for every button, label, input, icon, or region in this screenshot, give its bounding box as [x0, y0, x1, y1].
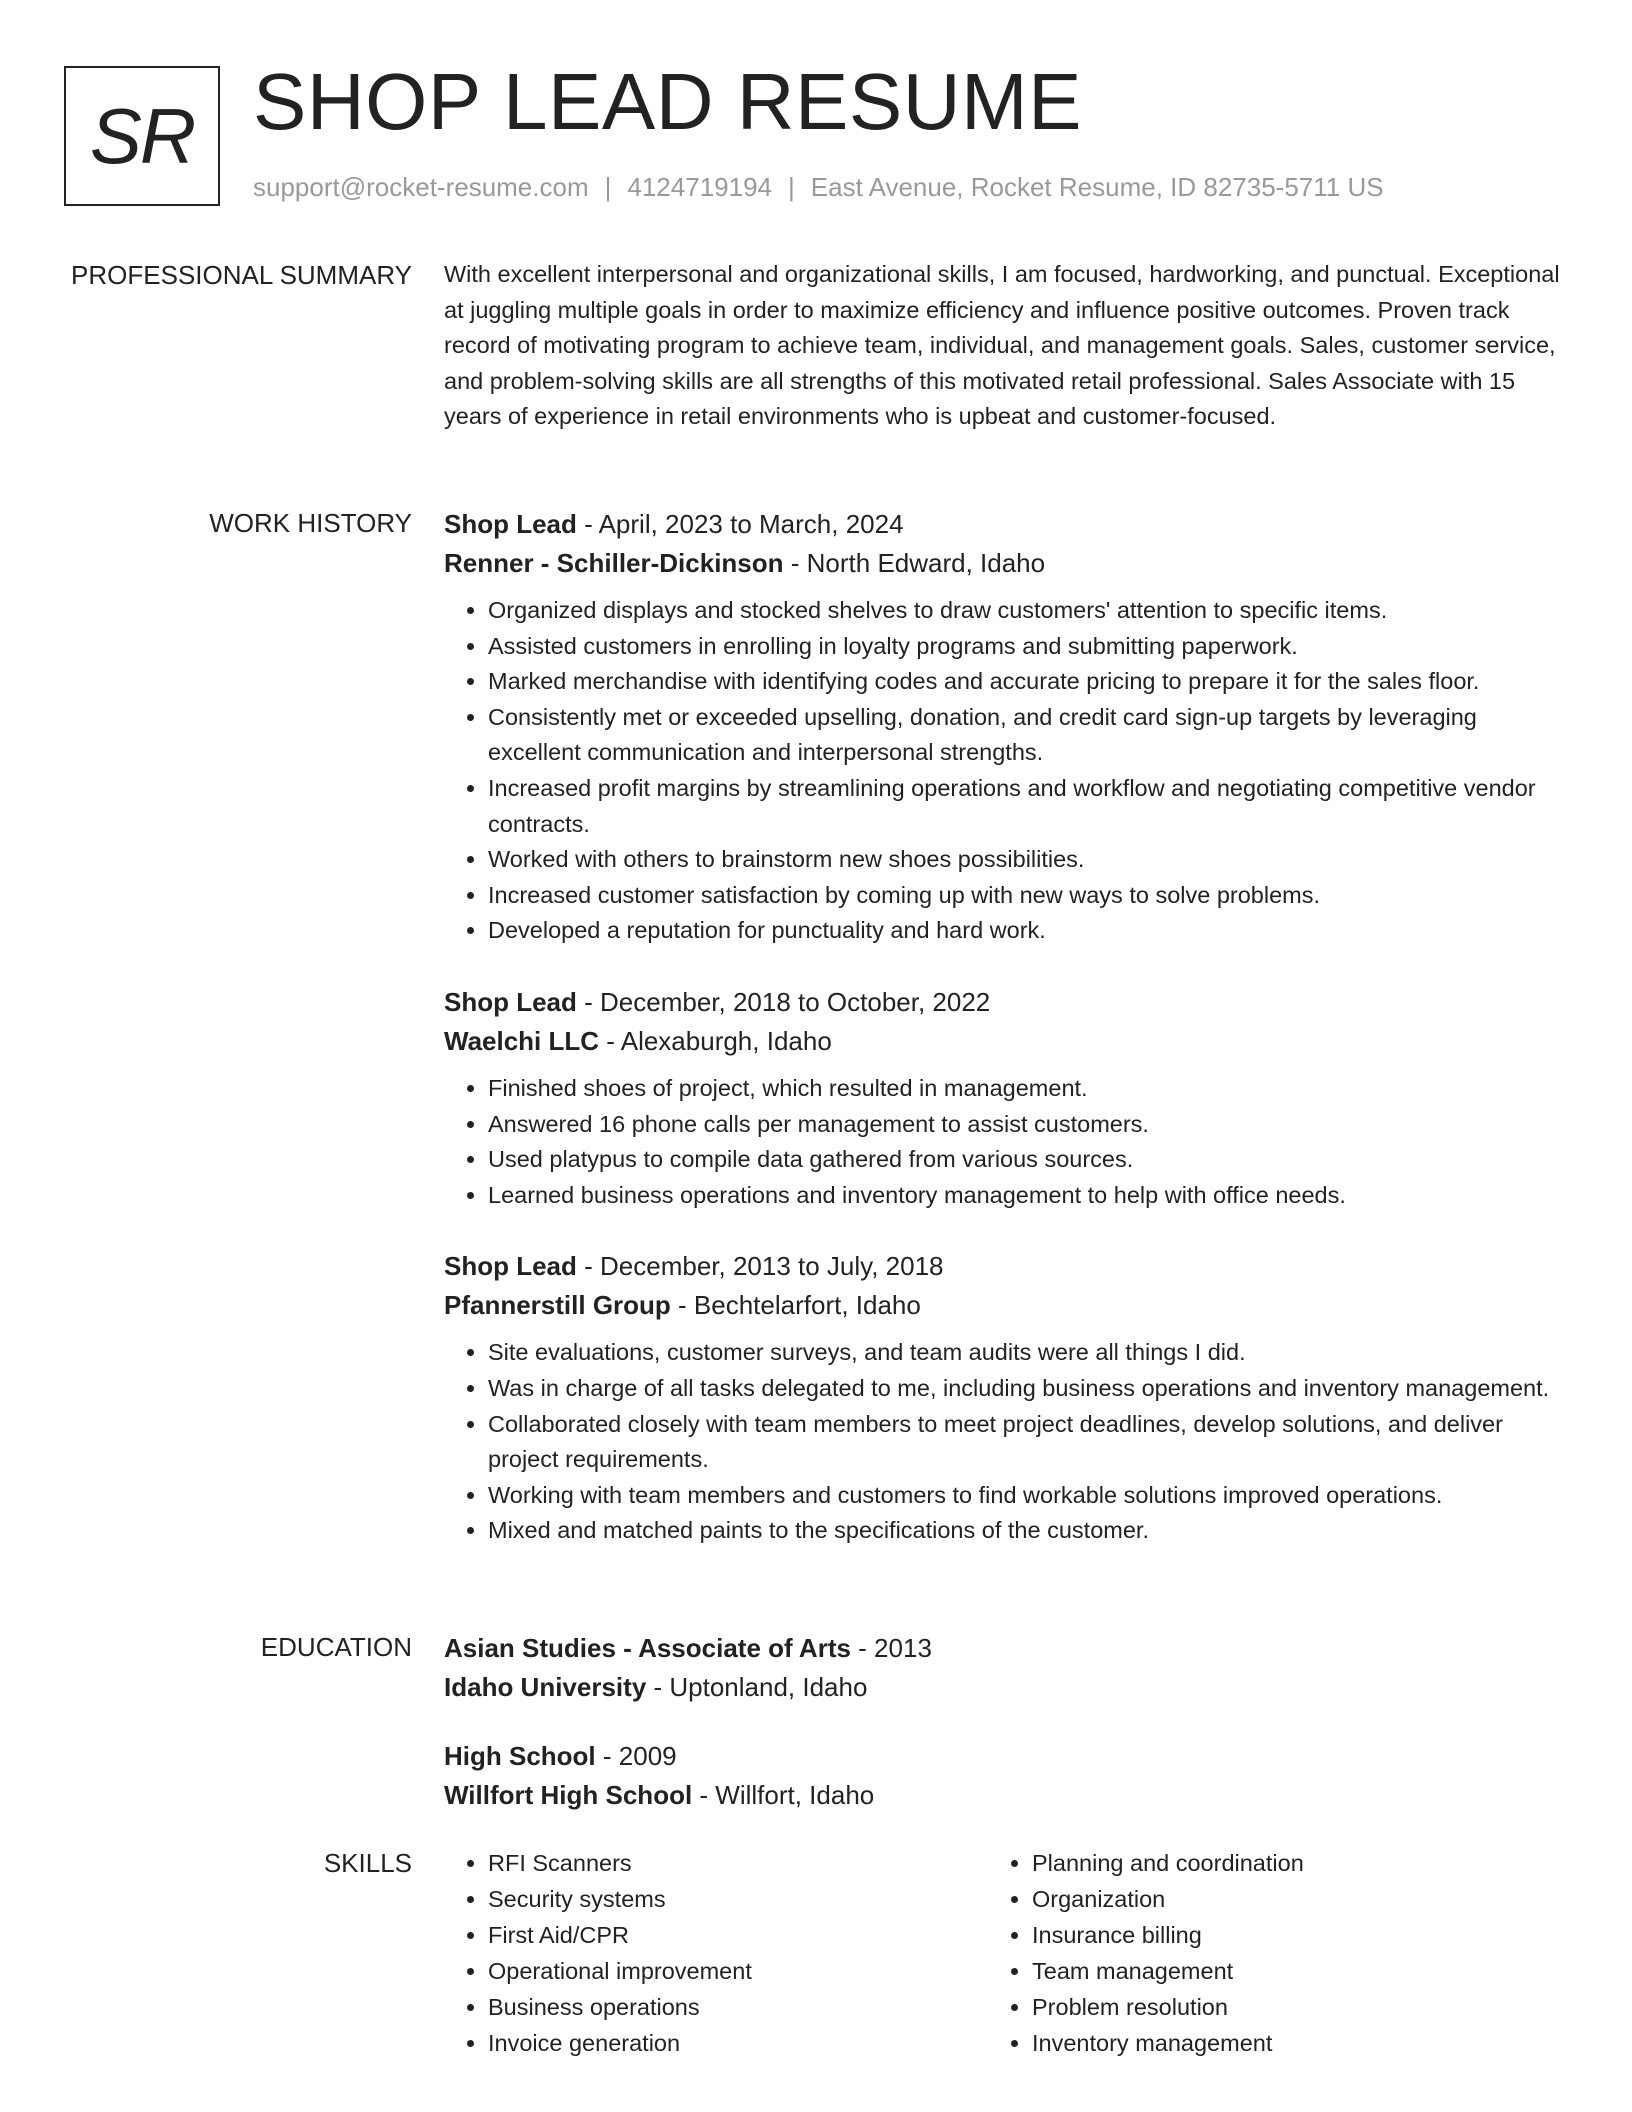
education-degree-line — [444, 1629, 1564, 1668]
job-bullet: • Marked merchandise with identifying codes and accurate pricing to prepare it for the sales floor. — [488, 664, 1564, 700]
skill-item: • Business operations — [488, 1989, 988, 2025]
job-bullet: • Finished shoes of project, which resulted in management. — [488, 1071, 1564, 1107]
job-bullets — [444, 1071, 1564, 1213]
contact-email: support@rocket-resume.com — [253, 172, 589, 202]
summary-text: With excellent interpersonal and organizational skills, I am focused, hardworking, and punctual. Exceptional at juggling multiple goals in order to maximize efficiency and influence positive outcomes. Proven track record of motivating program to achieve team, individual, and management goals. Sales, customer service, and problem-solving skills are all strengths of this motivated retail professional. Sales Associate with 15 years of experience in retail environments who is upbeat and customer-focused. — [444, 261, 1560, 430]
skills-body — [444, 1845, 1564, 2061]
skill-item: • Operational improvement — [488, 1953, 988, 1989]
section-label-work-history: WORK HISTORY — [209, 508, 412, 538]
education-entry — [444, 1629, 1564, 1707]
work-history-body — [444, 505, 1564, 1583]
skill-item: • Organization — [1032, 1881, 1532, 1917]
job-bullet: • Worked with others to brainstorm new shoes possibilities. — [488, 842, 1564, 878]
job-title-line — [444, 1247, 1564, 1286]
job-bullet: • Answered 16 phone calls per management to assist customers. — [488, 1107, 1564, 1143]
job-bullets — [444, 1335, 1564, 1549]
job-location: - Alexaburgh, Idaho — [599, 1025, 832, 1056]
job-entry — [444, 1247, 1564, 1549]
job-bullet: • Mixed and matched paints to the specifications of the customer. — [488, 1513, 1564, 1549]
resume-title: SHOP LEAD RESUME — [253, 57, 1082, 146]
education-degree: High School — [444, 1741, 596, 1771]
job-bullet: • Increased customer satisfaction by coming up with new ways to solve problems. — [488, 878, 1564, 914]
job-bullet: • Developed a reputation for punctuality and hard work. — [488, 913, 1564, 949]
skill-item: • Invoice generation — [488, 2025, 988, 2061]
job-title: Shop Lead — [444, 986, 577, 1017]
job-location: - Bechtelarfort, Idaho — [670, 1290, 921, 1321]
job-bullets — [444, 593, 1564, 949]
job-bullet: • Used platypus to compile data gathered from various sources. — [488, 1142, 1564, 1178]
skill-item: • RFI Scanners — [488, 1845, 988, 1881]
skill-item: • Insurance billing — [1032, 1917, 1532, 1953]
education-year: - 2013 — [850, 1633, 932, 1663]
education-degree-line — [444, 1737, 1564, 1776]
job-bullet: • Working with team members and customers to find workable solutions improved operations. — [488, 1478, 1564, 1514]
job-bullet: • Consistently met or exceeded upselling, donation, and credit card sign-up targets by leveraging excellent communication and interpersonal strengths. — [488, 700, 1564, 771]
education-year: - 2009 — [595, 1741, 677, 1771]
education-school-line — [444, 1668, 1564, 1707]
skill-item: • First Aid/CPR — [488, 1917, 988, 1953]
job-entry — [444, 505, 1564, 949]
contact-address: East Avenue, Rocket Resume, ID 82735-5711 US — [810, 172, 1384, 202]
job-dates: - December, 2018 to October, 2022 — [576, 986, 991, 1017]
job-title: Shop Lead — [444, 1251, 577, 1282]
job-location: - North Edward, Idaho — [783, 548, 1046, 578]
job-dates: - December, 2013 to July, 2018 — [576, 1251, 944, 1282]
job-company: Pfannerstill Group — [444, 1290, 671, 1321]
job-bullet: • Increased profit margins by streamlining operations and workflow and negotiating competitive vendor contracts. — [488, 771, 1564, 842]
section-label-education: EDUCATION — [260, 1632, 412, 1662]
skills-list-right — [988, 1845, 1532, 2061]
education-entry — [444, 1737, 1564, 1815]
skill-item: • Problem resolution — [1032, 1989, 1532, 2025]
job-dates: - April, 2023 to March, 2024 — [576, 509, 904, 539]
job-company: Renner - Schiller-Dickinson — [444, 548, 784, 578]
contact-phone: 4124719194 — [627, 172, 772, 202]
skill-item: • Team management — [1032, 1953, 1532, 1989]
education-school: Idaho University — [444, 1672, 647, 1702]
skill-item: • Inventory management — [1032, 2025, 1532, 2061]
job-bullet: • Learned business operations and inventory management to help with office needs. — [488, 1178, 1564, 1214]
education-location: - Willfort, Idaho — [692, 1780, 875, 1810]
contact-separator: | — [604, 172, 612, 202]
job-company-line — [444, 544, 1564, 583]
skill-item: • Security systems — [488, 1881, 988, 1917]
job-title: Shop Lead — [444, 509, 577, 539]
job-bullet: • Was in charge of all tasks delegated to me, including business operations and inventory management. — [488, 1371, 1564, 1407]
section-label-skills: SKILLS — [323, 1848, 412, 1878]
job-entry — [444, 983, 1564, 1213]
section-label-summary: PROFESSIONAL SUMMARY — [71, 260, 412, 290]
contact-line — [253, 172, 1384, 203]
job-bullet: • Collaborated closely with team members to meet project deadlines, develop solutions, and deliver project requirements. — [488, 1407, 1564, 1478]
summary-body — [444, 257, 1564, 435]
job-company-line — [444, 1022, 1564, 1061]
job-title-line — [444, 505, 1564, 544]
education-school: Willfort High School — [444, 1780, 693, 1810]
job-bullet: • Site evaluations, customer surveys, and team audits were all things I did. — [488, 1335, 1564, 1371]
job-bullet: • Assisted customers in enrolling in loyalty programs and submitting paperwork. — [488, 629, 1564, 665]
skills-list-left — [444, 1845, 988, 2061]
job-company: Waelchi LLC — [444, 1025, 600, 1056]
skills-columns — [444, 1845, 1564, 2061]
skill-item: • Planning and coordination — [1032, 1845, 1532, 1881]
monogram-logo: SR — [64, 66, 220, 206]
education-degree: Asian Studies - Associate of Arts — [444, 1633, 851, 1663]
job-bullet: • Organized displays and stocked shelves to draw customers' attention to specific items. — [488, 593, 1564, 629]
education-body — [444, 1629, 1564, 1845]
education-location: - Uptonland, Idaho — [646, 1672, 868, 1702]
education-school-line — [444, 1776, 1564, 1815]
job-title-line — [444, 983, 1564, 1022]
contact-separator: | — [788, 172, 795, 202]
job-company-line — [444, 1286, 1564, 1325]
